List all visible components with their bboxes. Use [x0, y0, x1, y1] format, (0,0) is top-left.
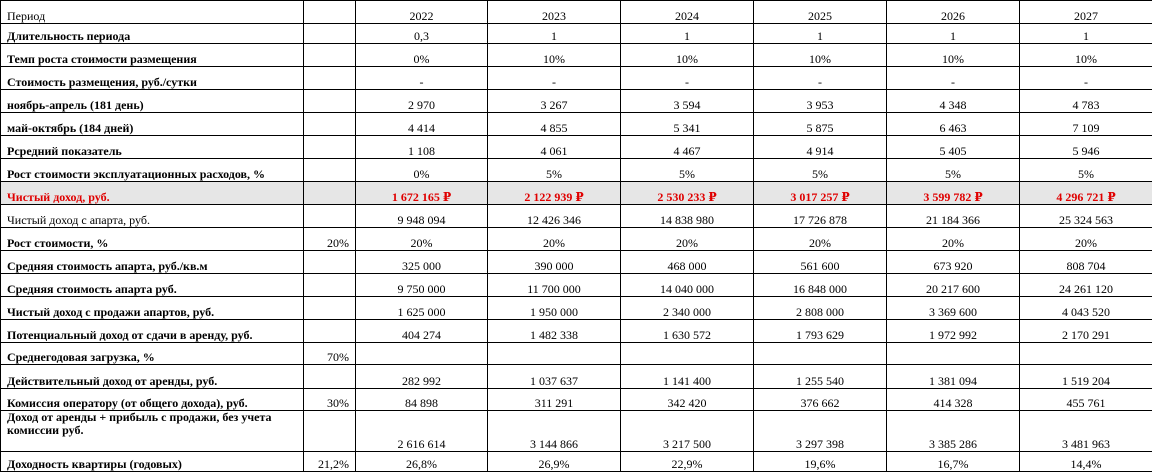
cell-year-1: 282 992	[356, 365, 488, 389]
row-label: Рост стоимости эксплуатационных расходов, %	[1, 159, 304, 182]
cell-year-1: 325 000	[356, 251, 488, 274]
cell-year-6: 20%	[1020, 228, 1152, 251]
cell-year-6: 2027	[1020, 1, 1152, 24]
cell-year-4: 1	[754, 24, 887, 44]
cell-year-1: 4 414	[356, 113, 488, 136]
row-label: Чистый доход с апарта, руб.	[1, 205, 304, 228]
cell-year-3: 20%	[621, 228, 754, 251]
cell-year-6: 14,4%	[1020, 452, 1152, 472]
cell-year-4: 5%	[754, 159, 887, 182]
table-row	[1, 113, 1152, 136]
table-row	[1, 389, 1152, 411]
cell-year-6: 4 783	[1020, 90, 1152, 113]
cell-year-5: 1	[887, 24, 1020, 44]
cell-year-4: 10%	[754, 44, 887, 67]
row-parameter: 70%	[304, 343, 356, 365]
row-label: Стоимость размещения, руб./сутки	[1, 67, 304, 90]
row-parameter	[304, 90, 356, 113]
cell-year-3: 5 341	[621, 113, 754, 136]
cell-year-1: 9 948 094	[356, 205, 488, 228]
cell-year-3: 4 467	[621, 136, 754, 159]
cell-year-2: -	[488, 67, 621, 90]
row-label: Рост стоимости, %	[1, 228, 304, 251]
cell-year-4: 561 600	[754, 251, 887, 274]
cell-year-4: 1 793 629	[754, 320, 887, 343]
table-row	[1, 297, 1152, 320]
row-label: Чистый доход, руб.	[1, 182, 304, 205]
cell-year-5: 5 405	[887, 136, 1020, 159]
cell-year-2	[488, 343, 621, 365]
cell-year-6: 455 761	[1020, 389, 1152, 411]
cell-year-5: 16,7%	[887, 452, 1020, 472]
row-label: Период	[1, 1, 304, 24]
cell-year-1: 20%	[356, 228, 488, 251]
cell-year-5: 673 920	[887, 251, 1020, 274]
table-row	[1, 44, 1152, 67]
cell-year-3: 1 630 572	[621, 320, 754, 343]
cell-year-2: 311 291	[488, 389, 621, 411]
cell-year-1: 1 108	[356, 136, 488, 159]
cell-year-5: 3 369 600	[887, 297, 1020, 320]
cell-year-1	[356, 343, 488, 365]
row-parameter	[304, 251, 356, 274]
cell-year-5: 3 385 286	[887, 411, 1020, 452]
row-label: Действительный доход от аренды, руб.	[1, 365, 304, 389]
cell-year-2: 11 700 000	[488, 274, 621, 297]
cell-year-6: 808 704	[1020, 251, 1152, 274]
cell-year-5: 20 217 600	[887, 274, 1020, 297]
row-parameter	[304, 1, 356, 24]
cell-year-1: 26,8%	[356, 452, 488, 472]
cell-year-4: 1 255 540	[754, 365, 887, 389]
cell-year-2: 3 267	[488, 90, 621, 113]
cell-year-4: 16 848 000	[754, 274, 887, 297]
cell-year-4: 4 914	[754, 136, 887, 159]
cell-year-3: 2024	[621, 1, 754, 24]
cell-year-3: 14 040 000	[621, 274, 754, 297]
row-parameter	[304, 113, 356, 136]
cell-year-2: 4 061	[488, 136, 621, 159]
row-label: Доход от аренды + прибыль с продажи, без учета комиссии руб.	[1, 411, 304, 452]
row-parameter	[304, 365, 356, 389]
cell-year-4: 20%	[754, 228, 887, 251]
cell-year-3: 2 530 233 ₽	[621, 182, 754, 205]
row-parameter	[304, 182, 356, 205]
row-parameter	[304, 320, 356, 343]
cell-year-4: 376 662	[754, 389, 887, 411]
table-row	[1, 24, 1152, 44]
cell-year-4: 3 297 398	[754, 411, 887, 452]
cell-year-5: 6 463	[887, 113, 1020, 136]
row-parameter	[304, 274, 356, 297]
table-row	[1, 90, 1152, 113]
cell-year-5: 2026	[887, 1, 1020, 24]
cell-year-2: 3 144 866	[488, 411, 621, 452]
cell-year-1: 2022	[356, 1, 488, 24]
row-label: Длительность периода	[1, 24, 304, 44]
cell-year-5: 1 381 094	[887, 365, 1020, 389]
cell-year-2: 1 482 338	[488, 320, 621, 343]
table-row	[1, 1, 1152, 24]
cell-year-4: 3 017 257 ₽	[754, 182, 887, 205]
table-row	[1, 365, 1152, 389]
cell-year-5: 21 184 366	[887, 205, 1020, 228]
cell-year-6: 2 170 291	[1020, 320, 1152, 343]
cell-year-1: 2 616 614	[356, 411, 488, 452]
cell-year-4	[754, 343, 887, 365]
cell-year-2: 5%	[488, 159, 621, 182]
cell-year-3: 22,9%	[621, 452, 754, 472]
row-label: Среднегодовая загрузка, %	[1, 343, 304, 365]
cell-year-1: 0%	[356, 44, 488, 67]
cell-year-2: 2023	[488, 1, 621, 24]
cell-year-3: 10%	[621, 44, 754, 67]
table-row	[1, 136, 1152, 159]
cell-year-2: 1 037 637	[488, 365, 621, 389]
row-label: Средняя стоимость апарта, руб./кв.м	[1, 251, 304, 274]
cell-year-2: 26,9%	[488, 452, 621, 472]
table-row	[1, 182, 1152, 205]
row-label: Темп роста стоимости размещения	[1, 44, 304, 67]
row-parameter	[304, 24, 356, 44]
cell-year-2: 12 426 346	[488, 205, 621, 228]
cell-year-1: 1 625 000	[356, 297, 488, 320]
cell-year-6: 5 946	[1020, 136, 1152, 159]
row-parameter	[304, 159, 356, 182]
cell-year-1: 2 970	[356, 90, 488, 113]
cell-year-4: 2025	[754, 1, 887, 24]
cell-year-6: 4 296 721 ₽	[1020, 182, 1152, 205]
row-parameter	[304, 205, 356, 228]
cell-year-6: 1 519 204	[1020, 365, 1152, 389]
cell-year-5: 4 348	[887, 90, 1020, 113]
row-parameter	[304, 297, 356, 320]
cell-year-2: 4 855	[488, 113, 621, 136]
cell-year-1: 404 274	[356, 320, 488, 343]
table-row	[1, 159, 1152, 182]
cell-year-6	[1020, 343, 1152, 365]
cell-year-3: -	[621, 67, 754, 90]
cell-year-6: 10%	[1020, 44, 1152, 67]
cell-year-3: 14 838 980	[621, 205, 754, 228]
cell-year-5: 1 972 992	[887, 320, 1020, 343]
cell-year-2: 10%	[488, 44, 621, 67]
cell-year-3: 5%	[621, 159, 754, 182]
cell-year-3	[621, 343, 754, 365]
row-parameter	[304, 67, 356, 90]
table-row	[1, 274, 1152, 297]
cell-year-3: 3 217 500	[621, 411, 754, 452]
row-label: Комиссия оператору (от общего дохода), руб.	[1, 389, 304, 411]
row-label: Средняя стоимость апарта руб.	[1, 274, 304, 297]
cell-year-4: 2 808 000	[754, 297, 887, 320]
cell-year-6: 25 324 563	[1020, 205, 1152, 228]
cell-year-1: 1 672 165 ₽	[356, 182, 488, 205]
row-label: Рсредний показатель	[1, 136, 304, 159]
cell-year-5: 10%	[887, 44, 1020, 67]
cell-year-3: 1	[621, 24, 754, 44]
table-row	[1, 205, 1152, 228]
cell-year-3: 1 141 400	[621, 365, 754, 389]
cell-year-5: 3 599 782 ₽	[887, 182, 1020, 205]
cell-year-6: 5%	[1020, 159, 1152, 182]
row-label: май-октябрь (184 дней)	[1, 113, 304, 136]
table-row	[1, 411, 1152, 452]
cell-year-6: -	[1020, 67, 1152, 90]
cell-year-4: 17 726 878	[754, 205, 887, 228]
cell-year-5: 20%	[887, 228, 1020, 251]
cell-year-5: 414 328	[887, 389, 1020, 411]
table-row	[1, 228, 1152, 251]
cell-year-2: 2 122 939 ₽	[488, 182, 621, 205]
cell-year-1: 0,3	[356, 24, 488, 44]
row-parameter	[304, 136, 356, 159]
cell-year-4: -	[754, 67, 887, 90]
cell-year-6: 7 109	[1020, 113, 1152, 136]
cell-year-6: 24 261 120	[1020, 274, 1152, 297]
row-label: Доходность квартиры (годовых)	[1, 452, 304, 472]
cell-year-6: 3 481 963	[1020, 411, 1152, 452]
row-parameter: 30%	[304, 389, 356, 411]
cell-year-2: 1 950 000	[488, 297, 621, 320]
row-parameter	[304, 44, 356, 67]
row-parameter	[304, 411, 356, 452]
cell-year-2: 20%	[488, 228, 621, 251]
table-row	[1, 251, 1152, 274]
row-parameter: 21,2%	[304, 452, 356, 472]
cell-year-4: 3 953	[754, 90, 887, 113]
cell-year-3: 3 594	[621, 90, 754, 113]
cell-year-1: 9 750 000	[356, 274, 488, 297]
cell-year-6: 1	[1020, 24, 1152, 44]
cell-year-4: 5 875	[754, 113, 887, 136]
cell-year-5	[887, 343, 1020, 365]
row-label: Потенциальный доход от сдачи в аренду, руб.	[1, 320, 304, 343]
cell-year-6: 4 043 520	[1020, 297, 1152, 320]
table-row	[1, 343, 1152, 365]
table-row	[1, 320, 1152, 343]
table-row	[1, 452, 1152, 472]
cell-year-5: 5%	[887, 159, 1020, 182]
cell-year-1: 0%	[356, 159, 488, 182]
cell-year-2: 1	[488, 24, 621, 44]
table-body	[1, 1, 1152, 472]
cell-year-3: 342 420	[621, 389, 754, 411]
cell-year-1: 84 898	[356, 389, 488, 411]
cell-year-5: -	[887, 67, 1020, 90]
row-label: ноябрь-апрель (181 день)	[1, 90, 304, 113]
cell-year-3: 2 340 000	[621, 297, 754, 320]
cell-year-4: 19,6%	[754, 452, 887, 472]
cell-year-2: 390 000	[488, 251, 621, 274]
row-label: Чистый доход с продажи апартов, руб.	[1, 297, 304, 320]
row-parameter: 20%	[304, 228, 356, 251]
table-row	[1, 67, 1152, 90]
cell-year-3: 468 000	[621, 251, 754, 274]
cell-year-1: -	[356, 67, 488, 90]
